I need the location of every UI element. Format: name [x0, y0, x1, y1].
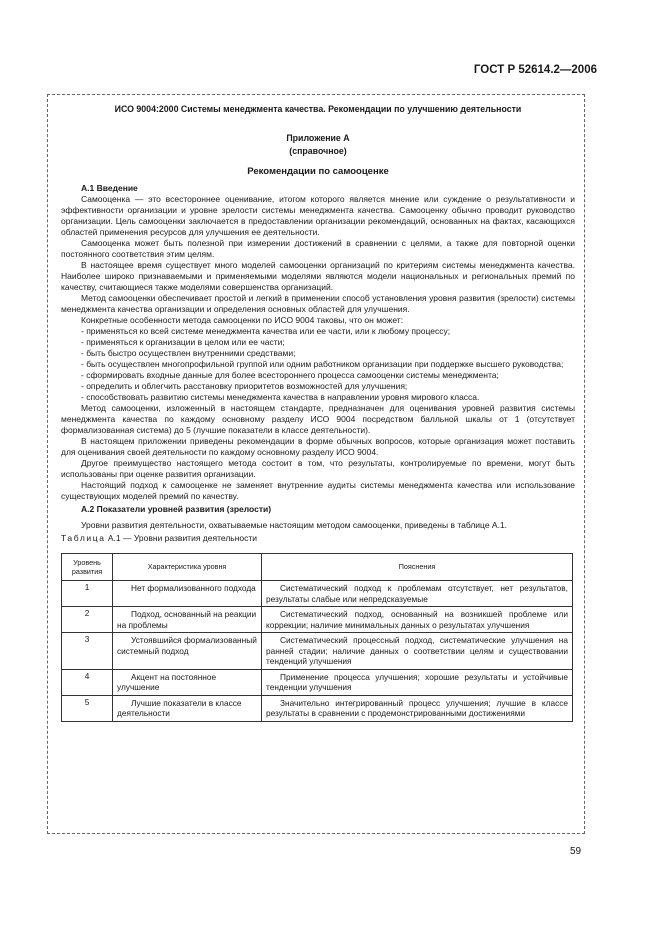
source-standard-title: ИСО 9004:2000 Системы менеджмента качества. Рекомендации по улучшению деятельности	[114, 104, 522, 114]
list-item: - применяться ко всей системе менеджмента качества или ее части, или к любому процессу;	[81, 326, 451, 336]
annex-heading	[61, 132, 575, 158]
explanation-cell: Значительно интегрированный процесс улучшения; лучшие в классе результаты в сравнении с продемонстрированными достижениями	[262, 695, 573, 721]
characteristic-cell: Устоявшийся формализованный системный подход	[113, 633, 262, 670]
characteristic-cell: Нет формализованного подхода	[113, 581, 262, 607]
paragraph: В настоящем приложении приведены рекомендации в форме обычных вопросов, которые организация может поставить для оценивания своей деятельности по каждому основному разделу ИСО 9004.	[61, 436, 575, 457]
explanation-cell: Систематический подход к проблемам отсутствует, нет результатов, результаты слабые или непредсказуемые	[262, 581, 573, 607]
table-row	[62, 633, 573, 670]
recommendations-title: Рекомендации по самооценке	[247, 166, 389, 177]
table-caption	[61, 533, 575, 544]
column-header-level: Уровень развития	[62, 554, 113, 581]
list-item: - применяться к организации в целом или ее части;	[81, 337, 285, 347]
column-header-characteristic: Характеристика уровня	[113, 554, 262, 581]
list-item: - способствовать развитию системы менеджмента качества в направлении уровня мирового класса.	[81, 392, 480, 402]
paragraph: Самооценка может быть полезной при измерении достижений в сравнении с целями, а также для повторной оценки постоянного соответствия этим целям.	[61, 238, 575, 259]
table-row	[62, 581, 573, 607]
explanation-cell: Систематический подход, основанный на возникшей проблеме или коррекции; наличие минимальных данных о результатах улучшения	[262, 607, 573, 633]
paragraph: Конкретные особенности метода самооценки по ИСО 9004 таковы, что он может:	[81, 315, 404, 325]
table-caption-text: А.1 — Уровни развития деятельности	[105, 533, 258, 543]
paragraph: Самооценка — это всестороннее оценивание, итогом которого является мнение или суждение о результативности и эффективности организации и уровне зрелости системы менеджмента качества. Самооценку обычно проводит руководство организации. Цель самооценки заключается в предоставлении организации рекомендаций, основанных на фактах, касающихся областей применения ресурсов для улучшения ее деятельности.	[61, 194, 575, 237]
list-item: - определить и облегчить расстановку приоритетов возможностей для улучшения;	[81, 381, 408, 391]
paragraph: Уровни развития деятельности, охватываемые настоящим методом самооценки, приведены в таблице А.1.	[81, 520, 508, 530]
list-item: - быть осуществлен многопрофильной группой или одним работником организации при поддержке высшего руководства;	[81, 359, 564, 369]
paragraph: Метод самооценки обеспечивает простой и легкий в применении способ установления уровня развития (зрелости) системы менеджмента качества организации и определения основных областей для улучшения.	[61, 293, 575, 314]
explanation-cell: Систематический процессный подход, систематические улучшения на ранней стадии; наличие данных о соответствии целям и существовании тенденций улучшения	[262, 633, 573, 670]
level-cell: 1	[62, 581, 113, 607]
annex-type: (справочное)	[289, 146, 347, 156]
annex-label: Приложение А	[286, 133, 350, 143]
level-cell: 3	[62, 633, 113, 670]
explanation-cell: Применение процесса улучшения; хорошие результаты и устойчивые тенденции улучшения	[262, 669, 573, 695]
paragraph: Другое преимущество настоящего метода состоит в том, что результаты, контролируемые по времени, могут быть использованы при оценке развития организации.	[61, 458, 575, 479]
table-caption-word: Таблица	[61, 533, 106, 543]
characteristic-cell: Лучшие показатели в классе деятельности	[113, 695, 262, 721]
maturity-levels-table	[61, 553, 573, 722]
section-a1-heading: А.1 Введение	[81, 183, 138, 193]
document-id: ГОСТ Р 52614.2—2006	[473, 64, 597, 76]
table-row	[62, 669, 573, 695]
section-a2-heading: А.2 Показатели уровней развития (зрелости)	[81, 504, 272, 514]
level-cell: 2	[62, 607, 113, 633]
paragraph: Настоящий подход к самооценке не заменяет внутренние аудиты системы менеджмента качества или использование существующих моделей премий по качеству.	[61, 480, 575, 501]
column-header-explanation: Пояснения	[262, 554, 573, 581]
table-row	[62, 695, 573, 721]
characteristic-cell: Акцент на постоянное улучшение	[113, 669, 262, 695]
paragraph: Метод самооценки, изложенный в настоящем стандарте, предназначен для оценивания уровней развития системы менеджмента качества по каждому основному разделу ИСО 9004 посредством балльной шкалы от 1 (отсутствует формализованная система) до 5 (лучшие показатели в классе деятельности).	[61, 403, 575, 435]
level-cell: 4	[62, 669, 113, 695]
table-header-row	[62, 554, 573, 581]
list-item: - сформировать входные данные для более всестороннего процесса самооценки системы менеджмента;	[81, 370, 499, 380]
document-body	[61, 104, 575, 722]
paragraph: В настоящее время существует много моделей самооценки организаций по критериям системы менеджмента качества. Наиболее широко признаваемыми и применяемыми моделями являются модели национальных и региональных премий по качеству, считающиеся также моделями совершенства организаций.	[61, 260, 575, 292]
level-cell: 5	[62, 695, 113, 721]
table-row	[62, 607, 573, 633]
page-number: 59	[570, 846, 582, 857]
list-item: - быть быстро осуществлен внутренними средствами;	[81, 348, 296, 358]
characteristic-cell: Подход, основанный на реакции на проблемы	[113, 607, 262, 633]
